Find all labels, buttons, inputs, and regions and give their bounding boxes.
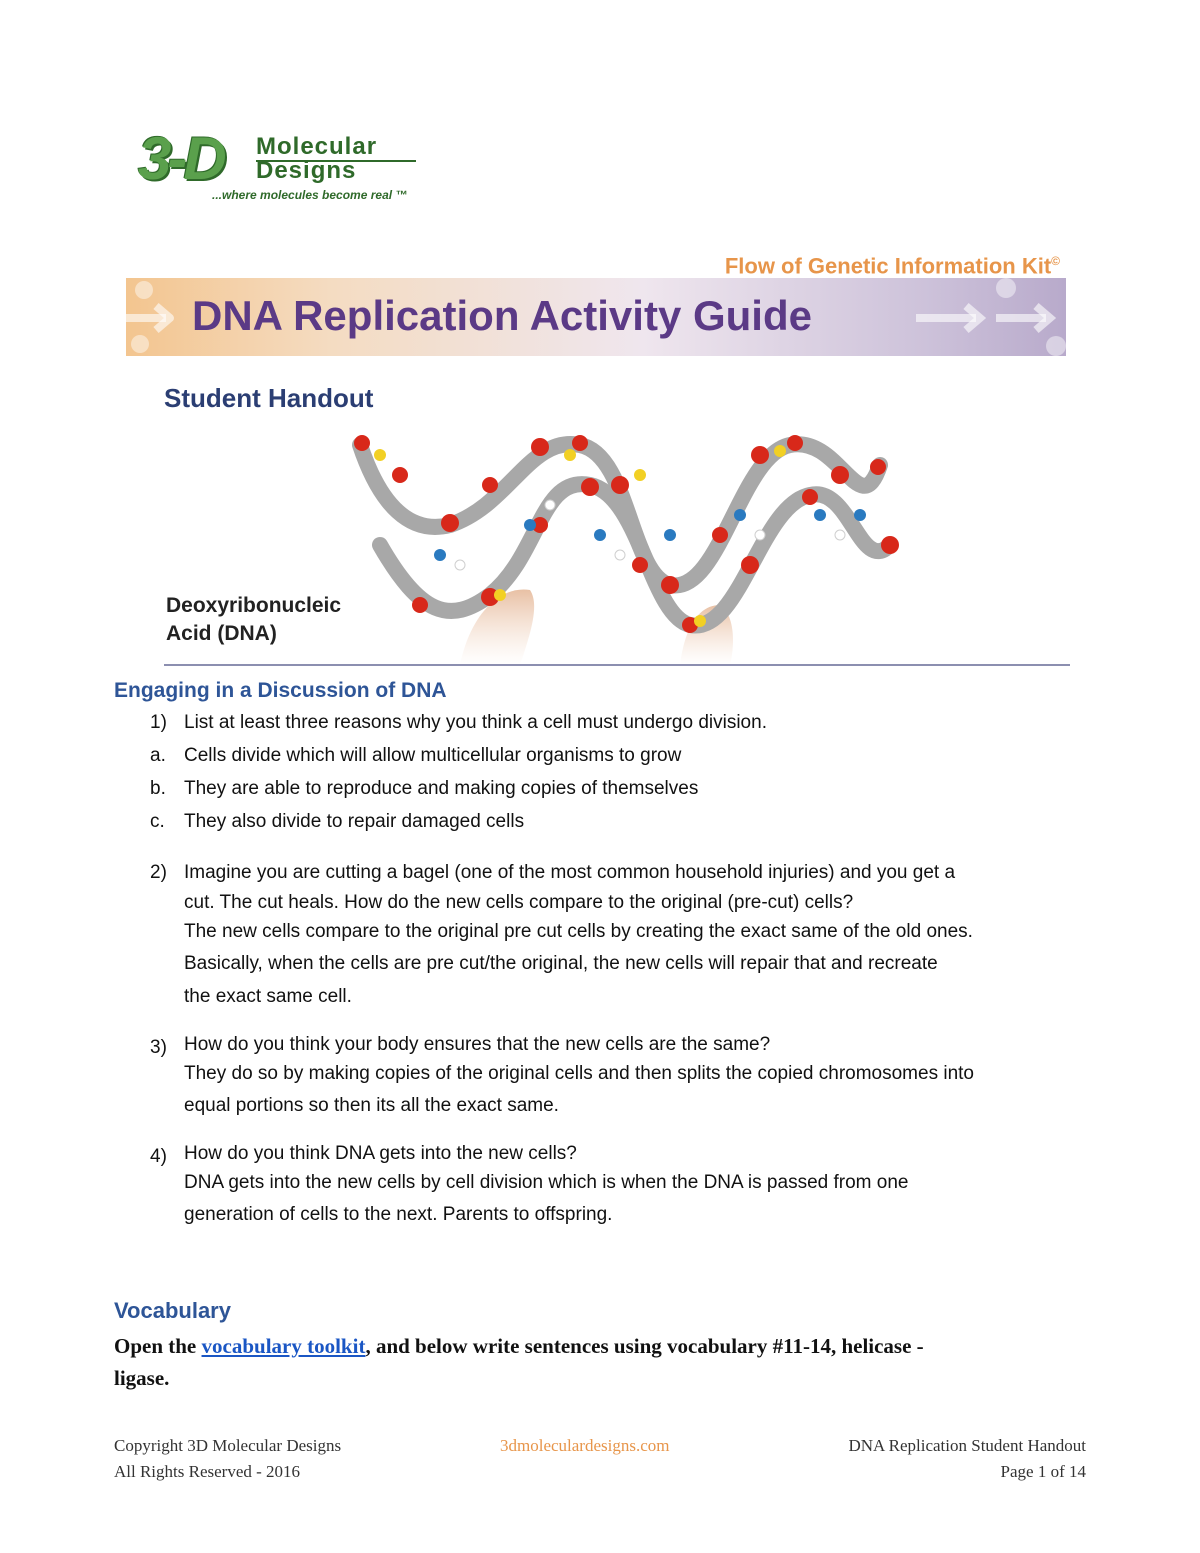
question-4 (114, 1140, 1104, 1231)
vocabulary-heading: Vocabulary (114, 1298, 231, 1323)
subtitle: Student Handout (164, 383, 374, 413)
discussion-heading: Engaging in a Discussion of DNA (114, 679, 447, 702)
answer-letter: c. (150, 811, 165, 832)
banner-title: DNA Replication Activity Guide (192, 292, 812, 339)
answer-text-line: The new cells compare to the original pre cut cells by creating the exact same of the old ones. (184, 921, 973, 942)
copyright-mark: © (1051, 254, 1060, 268)
question-1 (114, 706, 1104, 739)
answer-item (114, 739, 1104, 772)
vocabulary-instruction (114, 1330, 1074, 1394)
question-3 (114, 1031, 1104, 1122)
logo-mark: 3-D (138, 125, 223, 192)
dna-label-line2: Acid (DNA) (166, 622, 277, 645)
answer-letter: b. (150, 778, 166, 799)
footer-right (848, 1433, 1086, 1485)
footer-left (114, 1433, 341, 1485)
answer-text-line: Basically, when the cells are pre cut/the original, the new cells will repair that and recreate (184, 953, 938, 974)
instruction-prefix: Open the (114, 1334, 202, 1358)
company-logo (138, 125, 428, 208)
dna-model-image (340, 415, 910, 665)
vocabulary-toolkit-link[interactable]: vocabulary toolkit (201, 1334, 366, 1358)
kit-title (725, 248, 1060, 279)
answer-text-line: They do so by making copies of the original cells and then splits the copied chromosomes into (184, 1063, 974, 1084)
logo-tagline: ...where molecules become real ™ (212, 188, 408, 202)
question-text: List at least three reasons why you think a cell must undergo division. (184, 712, 767, 733)
header-divider (164, 664, 1070, 666)
dna-label-line1: Deoxyribonucleic (166, 594, 342, 617)
answer-item (114, 772, 1104, 805)
answer-text: They also divide to repair damaged cells (184, 811, 525, 832)
dna-image-label (166, 592, 341, 648)
question-2 (114, 856, 1104, 1013)
answer-item (114, 805, 1104, 838)
question-number: 4) (150, 1146, 167, 1167)
page-footer (114, 1433, 1086, 1493)
title-banner (126, 278, 1066, 356)
question-number: 2) (150, 862, 167, 883)
instruction-suffix: , and below write sentences using vocabulary #11-14, helicase - (365, 1334, 924, 1358)
discussion-section (114, 676, 1104, 1231)
question-number: 1) (150, 712, 167, 733)
question-text-line: Imagine you are cutting a bagel (one of the most common household injuries) and you get a (184, 862, 956, 883)
footer-website-link[interactable]: 3dmoleculardesigns.com (500, 1436, 670, 1455)
question-text-line: How do you think your body ensures that the new cells are the same? (184, 1034, 771, 1055)
answer-text-line: the exact same cell. (184, 986, 352, 1007)
footer-doc-title: DNA Replication Student Handout (848, 1436, 1086, 1455)
question-number: 3) (150, 1037, 167, 1058)
answer-letter: a. (150, 745, 166, 766)
logo-word-molecular: Molecular (256, 133, 378, 160)
footer-copyright: Copyright 3D Molecular Designs (114, 1436, 342, 1455)
footer-page-number: Page 1 of 14 (1000, 1462, 1086, 1481)
answer-text-line: equal portions so then its all the exact same. (184, 1095, 559, 1116)
answer-text-line: generation of cells to the next. Parents to offspring. (184, 1204, 613, 1225)
answer-text: They are able to reproduce and making copies of themselves (184, 778, 699, 799)
answer-text: Cells divide which will allow multicellular organisms to grow (184, 745, 682, 766)
question-text-line: cut. The cut heals. How do the new cells compare to the original (pre-cut) cells? (184, 892, 854, 913)
question-text-line: How do you think DNA gets into the new cells? (184, 1143, 577, 1164)
logo-word-designs: Designs (256, 157, 357, 184)
answer-text-line: DNA gets into the new cells by cell division which is when the DNA is passed from one (184, 1172, 909, 1193)
kit-title-text: Flow of Genetic Information Kit (724, 253, 1052, 279)
footer-rights: All Rights Reserved - 2016 (114, 1462, 301, 1481)
instruction-line2: ligase. (114, 1366, 170, 1390)
